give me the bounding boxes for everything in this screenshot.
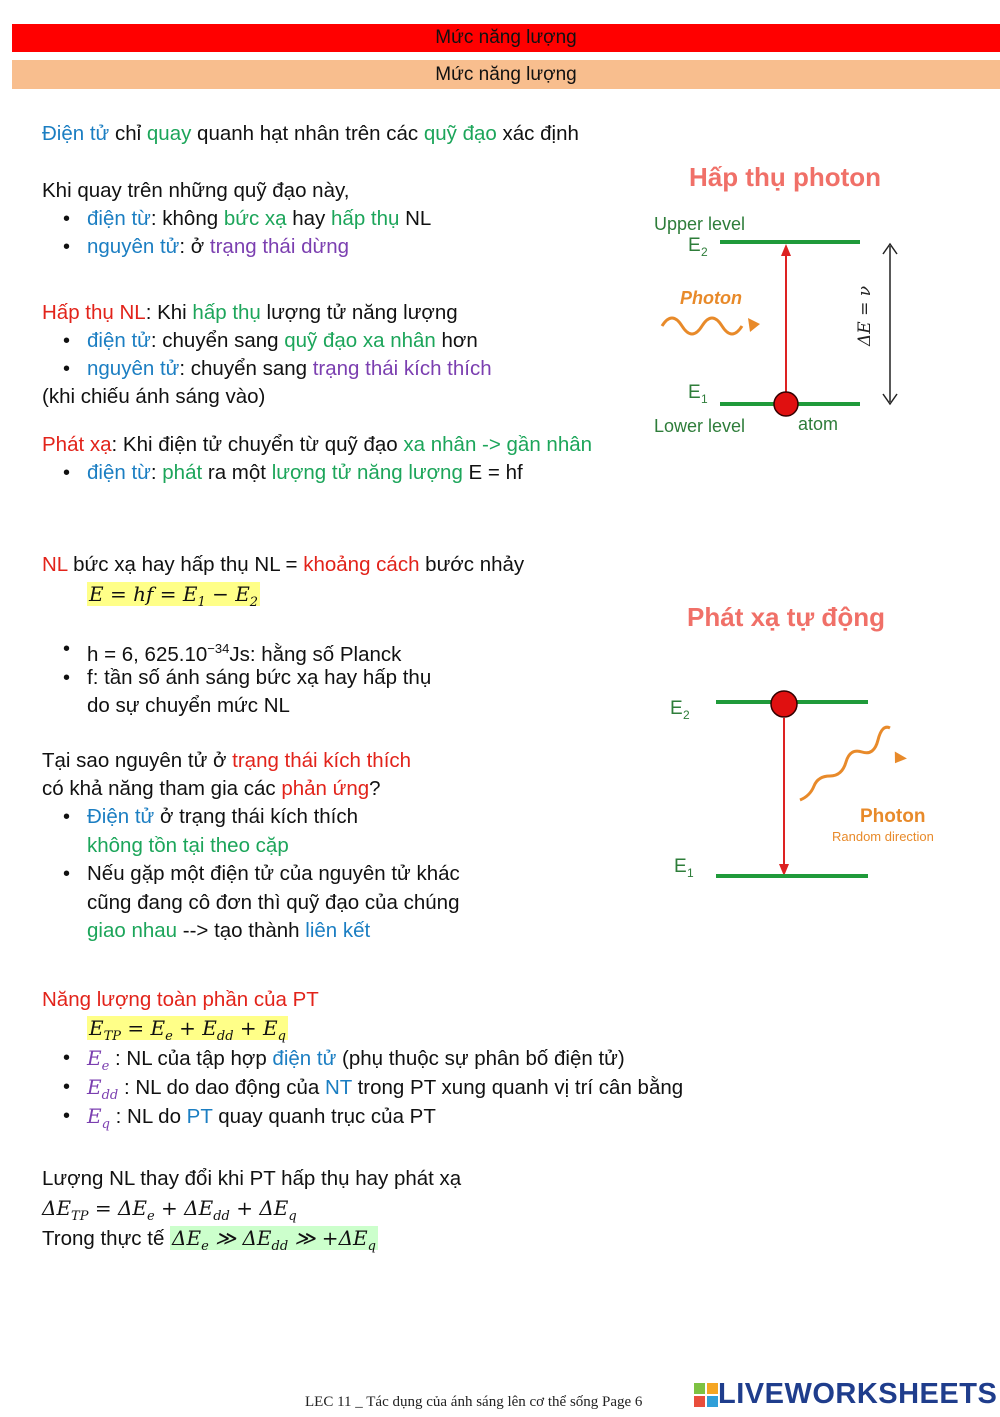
text-span: phản ứng <box>281 777 370 800</box>
absorption-note: (khi chiếu ánh sáng vào) <box>42 385 266 408</box>
text-span: h = 6, 625.10 <box>87 642 208 666</box>
text-span: E <box>87 1104 102 1128</box>
photon-wave-icon <box>662 318 742 334</box>
text-span: quỹ đạo <box>423 122 497 145</box>
text-span: điện từ <box>87 207 151 230</box>
atom-label: atom <box>798 414 839 434</box>
text-span: điện tử <box>272 1047 337 1070</box>
text-span: xa nhân -> gần nhân <box>403 433 593 456</box>
page-footer: LEC 11 _ Tác dụng của ánh sáng lên cơ thể sống Page 6 <box>305 1394 643 1410</box>
e1-sub: 1 <box>701 392 708 406</box>
bullet-text <box>87 234 349 260</box>
text-span: hấp thụ <box>192 301 261 324</box>
bullet-dot: • <box>63 358 71 380</box>
e1-sub: 1 <box>687 866 694 880</box>
text-span: nguyên tử <box>87 235 180 258</box>
text-span: dd <box>271 1239 289 1254</box>
text-span: ra một <box>202 461 272 484</box>
question-line-1 <box>42 748 411 774</box>
atom-icon <box>774 392 798 416</box>
bullet-text <box>87 804 358 830</box>
text-span: hơn <box>435 329 478 352</box>
text-span: nguyên tử <box>87 357 180 380</box>
text-span: E <box>89 1016 104 1040</box>
text-span: quỹ đạo xa nhân <box>284 329 436 352</box>
bullet-dot: • <box>63 1047 71 1069</box>
bullet-dot: • <box>63 638 71 660</box>
text-span: ΔE <box>42 1196 72 1220</box>
text-span: : chuyển sang <box>179 357 313 380</box>
text-span: trạng thái kích thích <box>232 749 412 772</box>
lower-level-label: Lower level <box>654 416 746 436</box>
text-span: e <box>146 1209 155 1224</box>
section-title: Mức năng lượng <box>435 27 577 48</box>
text-span: khoảng cách <box>303 553 420 576</box>
formula-box <box>170 1226 378 1254</box>
text-span: TP <box>71 1209 89 1224</box>
bullet-text: f: tần số ánh sáng bức xạ hay hấp thụ <box>87 666 432 689</box>
text-span: ΔE <box>172 1226 202 1250</box>
text-span: bước nhảy <box>419 553 525 576</box>
text-span: hấp thụ <box>331 207 400 230</box>
text-span: liên kết <box>305 919 371 942</box>
practice-line <box>42 1225 378 1260</box>
text-span: + ΔE <box>229 1196 289 1220</box>
absorption-heading <box>42 300 458 326</box>
text-span: : Khi <box>145 301 193 324</box>
text-span: q <box>367 1239 376 1254</box>
text-span: Tại sao nguyên tử ở <box>42 749 233 772</box>
energy-change-line: Lượng NL thay đổi khi PT hấp thụ hay phát xạ <box>42 1167 462 1190</box>
text-span: ? <box>369 777 381 800</box>
e1-label: E <box>688 382 701 403</box>
bullet-dot: • <box>63 236 71 258</box>
text-span: quay <box>146 122 192 145</box>
text-span: lượng tử năng lượng <box>260 301 458 324</box>
section-title-bar <box>12 24 1000 52</box>
bullet-text-cont: do sự chuyển mức NL <box>87 694 290 717</box>
subsection-title-bar <box>12 60 1000 89</box>
text-span: quanh hạt nhân trên các <box>191 122 424 145</box>
diagram-title: Hấp thụ photon <box>688 162 882 192</box>
text-span: : ở <box>179 235 210 258</box>
absorption-diagram <box>640 150 980 450</box>
text-span: E <box>87 1075 102 1099</box>
intro-line <box>42 121 579 147</box>
planck-formula <box>87 581 260 616</box>
bullet-text <box>87 636 401 668</box>
e2-sub: 2 <box>701 245 708 259</box>
diagram-title: Phát xạ tự động <box>687 602 885 632</box>
bullet-dot: • <box>63 330 71 352</box>
text-span: lượng tử năng lượng <box>271 461 463 484</box>
text-span: TP <box>103 1029 122 1044</box>
photon-wave-icon <box>800 727 890 800</box>
subsection-title: Mức năng lượng <box>435 64 577 85</box>
text-span: e <box>165 1029 173 1044</box>
text-span: q <box>101 1117 110 1132</box>
text-span: : không <box>150 207 224 230</box>
text-span: Js: hằng số Planck <box>229 642 402 666</box>
bullet-dot: • <box>63 1076 71 1098</box>
text-span: NL <box>399 207 432 230</box>
photon-label: Photon <box>680 288 742 308</box>
text-span: + E <box>233 1016 278 1040</box>
text-span: 2 <box>249 595 259 610</box>
text-span: quay quanh trục của PT <box>212 1105 436 1128</box>
text-span: E = hf <box>462 461 523 484</box>
photon-arrow-icon <box>890 752 907 768</box>
formula-text <box>42 1196 297 1224</box>
text-span: bức xạ hay hấp thụ NL = <box>67 553 304 576</box>
text-span: (phụ thuộc sự phân bố điện tử) <box>336 1047 625 1070</box>
text-span: = ΔE <box>88 1196 147 1220</box>
text-span: giao nhau <box>87 919 178 942</box>
text-span: Điện tử <box>42 122 110 145</box>
atom-icon <box>771 691 797 717</box>
bullet-text: Nếu gặp một điện tử của nguyên tử khác <box>87 862 460 885</box>
e1-label: E <box>674 856 687 877</box>
text-span: Trong thực tế <box>42 1227 171 1250</box>
text-span: : NL của tập hợp <box>109 1047 273 1070</box>
energy-jump-heading <box>42 552 524 578</box>
bullet-text <box>87 1103 436 1138</box>
math-symbol <box>87 1046 110 1074</box>
text-span: + ΔE <box>154 1196 214 1220</box>
text-span: trong PT xung quanh vị trí cân bằng <box>351 1076 684 1099</box>
text-span: chỉ <box>109 122 147 145</box>
text-span: dd <box>213 1209 230 1224</box>
text-span: Hấp thụ NL <box>42 301 146 324</box>
text-span: dd <box>101 1088 119 1103</box>
e2-label: E <box>670 698 683 719</box>
text-span: NL <box>42 553 68 576</box>
formula-box <box>87 1016 288 1044</box>
math-symbol <box>87 1075 119 1103</box>
text-span: q <box>288 1209 297 1224</box>
bullet-text-cont <box>87 918 370 944</box>
bullet-text-cont: không tồn tại theo cặp <box>87 834 289 857</box>
delta-label: ΔE = ν <box>855 285 875 346</box>
text-span: trạng thái kích thích <box>312 357 492 380</box>
bullet-dot: • <box>63 863 71 885</box>
photon-arrow-icon <box>748 318 760 332</box>
arrow-head <box>781 244 791 256</box>
e2-sub: 2 <box>683 708 690 722</box>
text-span: E <box>87 1046 102 1070</box>
bullet-dot: • <box>63 806 71 828</box>
text-span: : Khi điện tử chuyển từ quỹ đạo <box>111 433 404 456</box>
emission-heading <box>42 432 592 458</box>
bullet-text <box>87 356 492 382</box>
text-span: bức xạ <box>223 207 287 230</box>
bullet-text <box>87 206 431 232</box>
text-span: ≫ ΔE <box>208 1226 272 1250</box>
math-symbol <box>87 1104 110 1132</box>
text-span: : <box>150 461 163 484</box>
formula-box <box>87 582 260 610</box>
random-direction-label: Random direction <box>832 829 934 844</box>
text-span: hay <box>286 207 332 230</box>
text-span: e <box>101 1059 110 1074</box>
photon-label: Photon <box>860 806 926 827</box>
text-span: PT <box>186 1105 213 1128</box>
text-span: điện từ <box>87 461 151 484</box>
text-span: : NL do dao động của <box>118 1076 325 1099</box>
text-span: + E <box>172 1016 217 1040</box>
text-span: dd <box>216 1029 234 1044</box>
text-span: = E <box>121 1016 166 1040</box>
text-span: phát <box>162 461 203 484</box>
bullet-dot: • <box>63 208 71 230</box>
text-span: trạng thái dừng <box>209 235 350 258</box>
text-span: có khả năng tham gia các <box>42 777 282 800</box>
text-span: : NL do <box>109 1105 187 1128</box>
text-span: E = hf = E <box>89 582 198 606</box>
e2-label: E <box>688 235 701 256</box>
question-line-2 <box>42 776 381 802</box>
brand-logo <box>694 1378 997 1411</box>
bullet-dot: • <box>63 667 71 689</box>
bullet-text <box>87 328 478 354</box>
text-span: Điện tử <box>87 805 155 828</box>
bullet-text-cont: cũng đang cô đơn thì quỹ đạo của chúng <box>87 891 460 914</box>
brand-text: LIVEWORKSHEETS <box>718 1378 998 1410</box>
text-span: −34 <box>207 641 230 656</box>
text-span: ở trạng thái kích thích <box>154 805 359 828</box>
text-span: : chuyển sang <box>150 329 285 352</box>
text-span: − E <box>205 582 250 606</box>
bullet-dot: • <box>63 1105 71 1127</box>
text-span: điện tử <box>87 329 151 352</box>
text-span: NT <box>324 1076 352 1099</box>
text-span: --> tạo thành <box>177 919 306 942</box>
liveworksheets-logo-icon <box>694 1383 718 1407</box>
bullet-dot: • <box>63 462 71 484</box>
emission-diagram <box>640 590 980 900</box>
text-span: e <box>201 1239 209 1254</box>
text-span: 1 <box>197 595 206 610</box>
text-span: Phát xạ <box>42 433 112 456</box>
orbit-intro: Khi quay trên những quỹ đạo này, <box>42 179 350 202</box>
bullet-text <box>87 460 523 486</box>
total-energy-heading: Năng lượng toàn phần của PT <box>42 988 319 1011</box>
upper-level-label: Upper level <box>654 214 746 234</box>
text-span: ≫ +ΔE <box>288 1226 368 1250</box>
text-span: q <box>277 1029 286 1044</box>
text-span: xác định <box>496 122 579 145</box>
